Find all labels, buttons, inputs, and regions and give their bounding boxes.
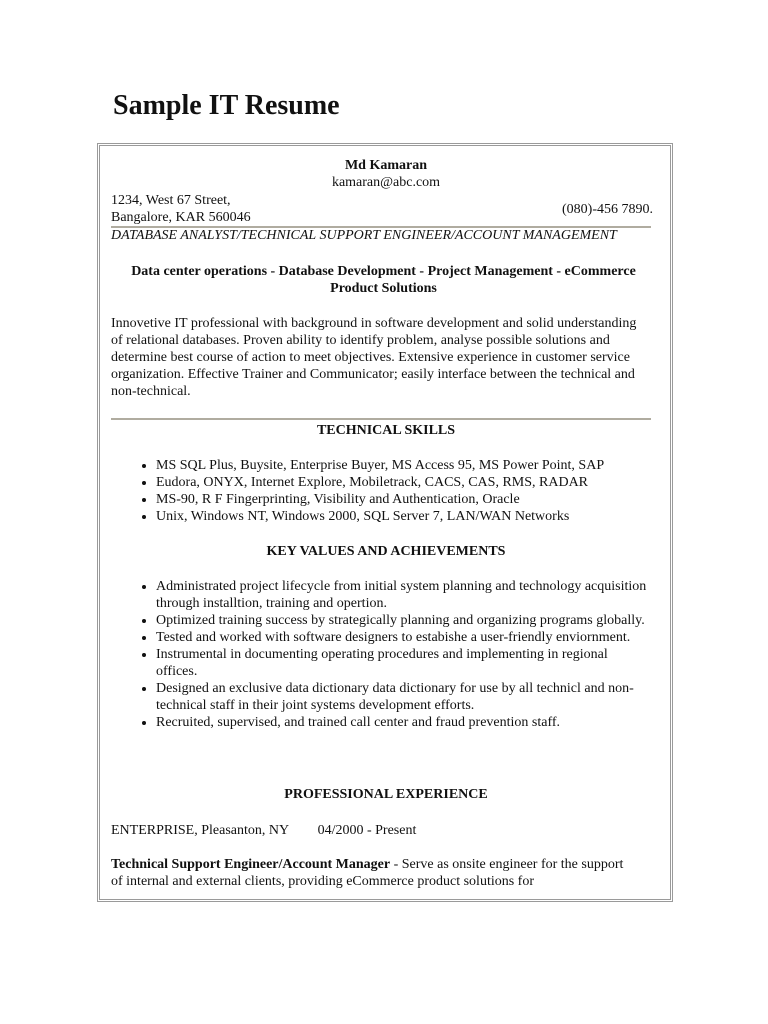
position-text: - Serve as onsite engineer for the support of internal and external clients, providing eCommerce product solutions for <box>111 857 624 889</box>
list-item: • Recruited, supervised, and trained call center and fraud prevention staff. <box>156 714 651 731</box>
divider <box>111 418 651 420</box>
list-item: • Administrated project lifecycle from initial system planning and technology acquisition through installtion, training and opertion. <box>156 578 651 612</box>
achievements-heading: KEY VALUES AND ACHIEVEMENTS <box>266 544 506 559</box>
list-item: • MS-90, R F Fingerprinting, Visibility and Authentication, Oracle <box>156 491 661 508</box>
candidate-name: Md Kamaran <box>344 158 428 173</box>
position-title: Technical Support Engineer/Account Manager <box>111 857 391 872</box>
phone: (080)-456 7890. <box>562 202 653 217</box>
list-item: • Instrumental in documenting operating procedures and implementing in regional offices. <box>156 646 651 680</box>
achievements-list <box>111 578 651 731</box>
list-item: • Designed an exclusive data dictionary data dictionary for use by all technicl and non-technical staff in their joint systems development efforts. <box>156 680 651 714</box>
resume-page <box>97 143 673 902</box>
employment-dates: 04/2000 - Present <box>317 823 417 838</box>
address-line-1: 1234, West 67 Street, <box>111 193 231 208</box>
focus-areas: Data center operations - Database Development - Project Management - eCommerce Product Solutions <box>131 264 636 296</box>
list-item: • Optimized training success by strategically planning and organizing programs globally. <box>156 612 651 629</box>
employer: ENTERPRISE, Pleasanton, NY <box>111 823 289 838</box>
list-item: • MS SQL Plus, Buysite, Enterprise Buyer, MS Access 95, MS Power Point, SAP <box>156 457 661 474</box>
experience-heading: PROFESSIONAL EXPERIENCE <box>284 787 488 802</box>
skills-heading: TECHNICAL SKILLS <box>316 423 456 438</box>
list-item: • Eudora, ONYX, Internet Explore, Mobiletrack, CACS, CAS, RMS, RADAR <box>156 474 661 491</box>
list-item: • Tested and worked with software designers to estabishe a user-friendly enviornment. <box>156 629 651 646</box>
document-title: Sample IT Resume <box>113 90 340 121</box>
candidate-email: kamaran@abc.com <box>331 175 441 190</box>
address-line-2: Bangalore, KAR 560046 <box>111 210 251 225</box>
position-description <box>111 856 631 890</box>
role-line: DATABASE ANALYST/TECHNICAL SUPPORT ENGINEER/ACCOUNT MANAGEMENT <box>111 228 617 243</box>
list-item: • Unix, Windows NT, Windows 2000, SQL Server 7, LAN/WAN Networks <box>156 508 661 525</box>
summary: Innovetive IT professional with background in software development and solid understanding of relational databases. Proven ability to identify problem, analyse possible solutions and determine best course of action to meet objectives. Extensive experience in customer service organization. Effective Trainer and Communicator; easily interface between the technical and non-technical. <box>111 316 637 399</box>
skills-list <box>111 457 661 525</box>
